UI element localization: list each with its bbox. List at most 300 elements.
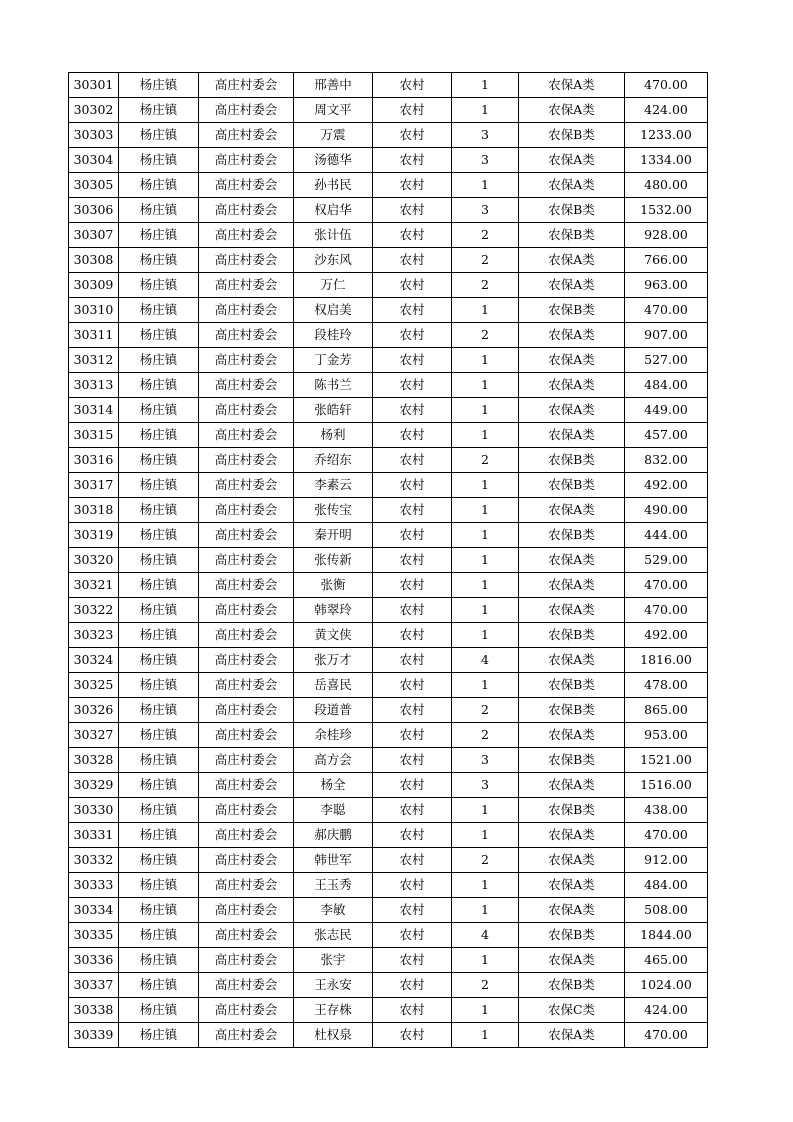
village-cell: 高庄村委会 xyxy=(199,623,294,648)
category-cell: 农保B类 xyxy=(519,448,625,473)
village-cell: 高庄村委会 xyxy=(199,648,294,673)
amount-cell: 470.00 xyxy=(625,1023,708,1048)
household-type-cell: 农村 xyxy=(373,873,452,898)
category-cell: 农保A类 xyxy=(519,323,625,348)
serial-cell: 30331 xyxy=(69,823,119,848)
amount-cell: 470.00 xyxy=(625,298,708,323)
household-type-cell: 农村 xyxy=(373,723,452,748)
serial-cell: 30334 xyxy=(69,898,119,923)
amount-cell: 470.00 xyxy=(625,823,708,848)
village-cell: 高庄村委会 xyxy=(199,123,294,148)
village-cell: 高庄村委会 xyxy=(199,348,294,373)
member-count-cell: 2 xyxy=(452,223,519,248)
amount-cell: 907.00 xyxy=(625,323,708,348)
name-cell: 周文平 xyxy=(294,98,373,123)
village-cell: 高庄村委会 xyxy=(199,448,294,473)
table-row xyxy=(69,948,708,973)
village-cell: 高庄村委会 xyxy=(199,898,294,923)
member-count-cell: 1 xyxy=(452,673,519,698)
village-cell: 高庄村委会 xyxy=(199,373,294,398)
category-cell: 农保B类 xyxy=(519,698,625,723)
category-cell: 农保A类 xyxy=(519,823,625,848)
household-type-cell: 农村 xyxy=(373,323,452,348)
amount-cell: 1816.00 xyxy=(625,648,708,673)
table-row xyxy=(69,773,708,798)
category-cell: 农保A类 xyxy=(519,98,625,123)
table-row xyxy=(69,798,708,823)
table-row xyxy=(69,648,708,673)
name-cell: 段桂玲 xyxy=(294,323,373,348)
town-cell: 杨庄镇 xyxy=(119,323,199,348)
name-cell: 王玉秀 xyxy=(294,873,373,898)
village-cell: 高庄村委会 xyxy=(199,498,294,523)
village-cell: 高庄村委会 xyxy=(199,98,294,123)
amount-cell: 1521.00 xyxy=(625,748,708,773)
member-count-cell: 2 xyxy=(452,248,519,273)
name-cell: 杨利 xyxy=(294,423,373,448)
category-cell: 农保B类 xyxy=(519,973,625,998)
town-cell: 杨庄镇 xyxy=(119,148,199,173)
name-cell: 张传宝 xyxy=(294,498,373,523)
amount-cell: 766.00 xyxy=(625,248,708,273)
village-cell: 高庄村委会 xyxy=(199,198,294,223)
town-cell: 杨庄镇 xyxy=(119,173,199,198)
name-cell: 段道普 xyxy=(294,698,373,723)
category-cell: 农保A类 xyxy=(519,248,625,273)
member-count-cell: 2 xyxy=(452,723,519,748)
table-row xyxy=(69,548,708,573)
household-type-cell: 农村 xyxy=(373,498,452,523)
village-cell: 高庄村委会 xyxy=(199,73,294,98)
household-type-cell: 农村 xyxy=(373,273,452,298)
serial-cell: 30338 xyxy=(69,998,119,1023)
household-type-cell: 农村 xyxy=(373,598,452,623)
household-type-cell: 农村 xyxy=(373,673,452,698)
serial-cell: 30330 xyxy=(69,798,119,823)
household-type-cell: 农村 xyxy=(373,148,452,173)
serial-cell: 30336 xyxy=(69,948,119,973)
town-cell: 杨庄镇 xyxy=(119,98,199,123)
amount-cell: 832.00 xyxy=(625,448,708,473)
category-cell: 农保A类 xyxy=(519,273,625,298)
amount-cell: 1024.00 xyxy=(625,973,708,998)
name-cell: 李敏 xyxy=(294,898,373,923)
amount-cell: 508.00 xyxy=(625,898,708,923)
household-type-cell: 农村 xyxy=(373,898,452,923)
village-cell: 高庄村委会 xyxy=(199,598,294,623)
member-count-cell: 1 xyxy=(452,598,519,623)
serial-cell: 30316 xyxy=(69,448,119,473)
village-cell: 高庄村委会 xyxy=(199,298,294,323)
category-cell: 农保A类 xyxy=(519,848,625,873)
member-count-cell: 3 xyxy=(452,148,519,173)
name-cell: 张计伍 xyxy=(294,223,373,248)
member-count-cell: 1 xyxy=(452,498,519,523)
serial-cell: 30319 xyxy=(69,523,119,548)
table-row xyxy=(69,723,708,748)
member-count-cell: 1 xyxy=(452,898,519,923)
amount-cell: 480.00 xyxy=(625,173,708,198)
member-count-cell: 3 xyxy=(452,123,519,148)
name-cell: 岳喜民 xyxy=(294,673,373,698)
household-type-cell: 农村 xyxy=(373,973,452,998)
household-type-cell: 农村 xyxy=(373,173,452,198)
category-cell: 农保A类 xyxy=(519,723,625,748)
category-cell: 农保B类 xyxy=(519,798,625,823)
member-count-cell: 1 xyxy=(452,473,519,498)
category-cell: 农保B类 xyxy=(519,673,625,698)
amount-cell: 1233.00 xyxy=(625,123,708,148)
village-cell: 高庄村委会 xyxy=(199,523,294,548)
amount-cell: 444.00 xyxy=(625,523,708,548)
serial-cell: 30324 xyxy=(69,648,119,673)
name-cell: 张宇 xyxy=(294,948,373,973)
town-cell: 杨庄镇 xyxy=(119,948,199,973)
amount-cell: 953.00 xyxy=(625,723,708,748)
town-cell: 杨庄镇 xyxy=(119,748,199,773)
member-count-cell: 1 xyxy=(452,573,519,598)
category-cell: 农保A类 xyxy=(519,1023,625,1048)
amount-cell: 492.00 xyxy=(625,473,708,498)
village-cell: 高庄村委会 xyxy=(199,748,294,773)
household-type-cell: 农村 xyxy=(373,573,452,598)
member-count-cell: 3 xyxy=(452,198,519,223)
household-type-cell: 农村 xyxy=(373,348,452,373)
category-cell: 农保B类 xyxy=(519,523,625,548)
town-cell: 杨庄镇 xyxy=(119,448,199,473)
member-count-cell: 2 xyxy=(452,848,519,873)
village-cell: 高庄村委会 xyxy=(199,698,294,723)
village-cell: 高庄村委会 xyxy=(199,248,294,273)
town-cell: 杨庄镇 xyxy=(119,373,199,398)
name-cell: 张志民 xyxy=(294,923,373,948)
table-row xyxy=(69,173,708,198)
name-cell: 权启华 xyxy=(294,198,373,223)
town-cell: 杨庄镇 xyxy=(119,548,199,573)
category-cell: 农保A类 xyxy=(519,598,625,623)
household-type-cell: 农村 xyxy=(373,1023,452,1048)
town-cell: 杨庄镇 xyxy=(119,973,199,998)
table-row xyxy=(69,248,708,273)
name-cell: 万仁 xyxy=(294,273,373,298)
household-type-cell: 农村 xyxy=(373,448,452,473)
town-cell: 杨庄镇 xyxy=(119,123,199,148)
member-count-cell: 1 xyxy=(452,798,519,823)
name-cell: 邢善中 xyxy=(294,73,373,98)
name-cell: 王永安 xyxy=(294,973,373,998)
town-cell: 杨庄镇 xyxy=(119,398,199,423)
town-cell: 杨庄镇 xyxy=(119,273,199,298)
amount-cell: 928.00 xyxy=(625,223,708,248)
household-type-cell: 农村 xyxy=(373,473,452,498)
category-cell: 农保A类 xyxy=(519,948,625,973)
town-cell: 杨庄镇 xyxy=(119,523,199,548)
member-count-cell: 3 xyxy=(452,748,519,773)
household-type-cell: 农村 xyxy=(373,298,452,323)
category-cell: 农保A类 xyxy=(519,73,625,98)
member-count-cell: 2 xyxy=(452,273,519,298)
table-row xyxy=(69,448,708,473)
serial-cell: 30335 xyxy=(69,923,119,948)
table-row xyxy=(69,698,708,723)
household-type-cell: 农村 xyxy=(373,823,452,848)
name-cell: 韩翠玲 xyxy=(294,598,373,623)
town-cell: 杨庄镇 xyxy=(119,623,199,648)
amount-cell: 865.00 xyxy=(625,698,708,723)
amount-cell: 470.00 xyxy=(625,573,708,598)
town-cell: 杨庄镇 xyxy=(119,473,199,498)
table-row xyxy=(69,273,708,298)
town-cell: 杨庄镇 xyxy=(119,848,199,873)
member-count-cell: 2 xyxy=(452,698,519,723)
table-row xyxy=(69,748,708,773)
amount-cell: 527.00 xyxy=(625,348,708,373)
member-count-cell: 1 xyxy=(452,423,519,448)
member-count-cell: 1 xyxy=(452,373,519,398)
household-type-cell: 农村 xyxy=(373,223,452,248)
serial-cell: 30332 xyxy=(69,848,119,873)
household-type-cell: 农村 xyxy=(373,523,452,548)
serial-cell: 30301 xyxy=(69,73,119,98)
name-cell: 李聪 xyxy=(294,798,373,823)
serial-cell: 30307 xyxy=(69,223,119,248)
household-type-cell: 农村 xyxy=(373,548,452,573)
household-type-cell: 农村 xyxy=(373,848,452,873)
category-cell: 农保B类 xyxy=(519,298,625,323)
household-type-cell: 农村 xyxy=(373,748,452,773)
household-type-cell: 农村 xyxy=(373,698,452,723)
household-type-cell: 农村 xyxy=(373,423,452,448)
amount-cell: 465.00 xyxy=(625,948,708,973)
name-cell: 张衡 xyxy=(294,573,373,598)
category-cell: 农保A类 xyxy=(519,173,625,198)
amount-cell: 457.00 xyxy=(625,423,708,448)
amount-cell: 424.00 xyxy=(625,998,708,1023)
name-cell: 汤德华 xyxy=(294,148,373,173)
category-cell: 农保A类 xyxy=(519,898,625,923)
serial-cell: 30337 xyxy=(69,973,119,998)
village-cell: 高庄村委会 xyxy=(199,1023,294,1048)
town-cell: 杨庄镇 xyxy=(119,198,199,223)
table-row xyxy=(69,223,708,248)
table-row xyxy=(69,873,708,898)
serial-cell: 30322 xyxy=(69,598,119,623)
allowance-table xyxy=(68,72,708,1048)
serial-cell: 30309 xyxy=(69,273,119,298)
village-cell: 高庄村委会 xyxy=(199,673,294,698)
village-cell: 高庄村委会 xyxy=(199,423,294,448)
table-row xyxy=(69,73,708,98)
name-cell: 权启美 xyxy=(294,298,373,323)
serial-cell: 30318 xyxy=(69,498,119,523)
name-cell: 万震 xyxy=(294,123,373,148)
amount-cell: 484.00 xyxy=(625,873,708,898)
amount-cell: 484.00 xyxy=(625,373,708,398)
name-cell: 张皓轩 xyxy=(294,398,373,423)
amount-cell: 1516.00 xyxy=(625,773,708,798)
member-count-cell: 1 xyxy=(452,173,519,198)
town-cell: 杨庄镇 xyxy=(119,248,199,273)
category-cell: 农保A类 xyxy=(519,548,625,573)
name-cell: 秦开明 xyxy=(294,523,373,548)
village-cell: 高庄村委会 xyxy=(199,873,294,898)
village-cell: 高庄村委会 xyxy=(199,723,294,748)
amount-cell: 529.00 xyxy=(625,548,708,573)
village-cell: 高庄村委会 xyxy=(199,773,294,798)
village-cell: 高庄村委会 xyxy=(199,398,294,423)
town-cell: 杨庄镇 xyxy=(119,1023,199,1048)
serial-cell: 30308 xyxy=(69,248,119,273)
table-body xyxy=(69,73,708,1048)
amount-cell: 492.00 xyxy=(625,623,708,648)
town-cell: 杨庄镇 xyxy=(119,348,199,373)
table-row xyxy=(69,323,708,348)
amount-cell: 963.00 xyxy=(625,273,708,298)
table-row xyxy=(69,623,708,648)
member-count-cell: 1 xyxy=(452,523,519,548)
table-row xyxy=(69,998,708,1023)
name-cell: 高方会 xyxy=(294,748,373,773)
village-cell: 高庄村委会 xyxy=(199,173,294,198)
category-cell: 农保C类 xyxy=(519,998,625,1023)
table-row xyxy=(69,98,708,123)
table-row xyxy=(69,423,708,448)
name-cell: 杜权泉 xyxy=(294,1023,373,1048)
name-cell: 王存株 xyxy=(294,998,373,1023)
name-cell: 杨全 xyxy=(294,773,373,798)
name-cell: 沙东风 xyxy=(294,248,373,273)
table-row xyxy=(69,1023,708,1048)
town-cell: 杨庄镇 xyxy=(119,723,199,748)
name-cell: 张传新 xyxy=(294,548,373,573)
village-cell: 高庄村委会 xyxy=(199,923,294,948)
amount-cell: 449.00 xyxy=(625,398,708,423)
member-count-cell: 4 xyxy=(452,648,519,673)
serial-cell: 30304 xyxy=(69,148,119,173)
serial-cell: 30312 xyxy=(69,348,119,373)
village-cell: 高庄村委会 xyxy=(199,323,294,348)
amount-cell: 1532.00 xyxy=(625,198,708,223)
table-row xyxy=(69,148,708,173)
household-type-cell: 农村 xyxy=(373,98,452,123)
member-count-cell: 1 xyxy=(452,623,519,648)
household-type-cell: 农村 xyxy=(373,948,452,973)
amount-cell: 424.00 xyxy=(625,98,708,123)
village-cell: 高庄村委会 xyxy=(199,548,294,573)
name-cell: 孙书民 xyxy=(294,173,373,198)
serial-cell: 30339 xyxy=(69,1023,119,1048)
category-cell: 农保A类 xyxy=(519,148,625,173)
name-cell: 黄文侠 xyxy=(294,623,373,648)
table-row xyxy=(69,398,708,423)
member-count-cell: 1 xyxy=(452,873,519,898)
category-cell: 农保B类 xyxy=(519,223,625,248)
serial-cell: 30325 xyxy=(69,673,119,698)
serial-cell: 30303 xyxy=(69,123,119,148)
town-cell: 杨庄镇 xyxy=(119,573,199,598)
household-type-cell: 农村 xyxy=(373,123,452,148)
village-cell: 高庄村委会 xyxy=(199,473,294,498)
member-count-cell: 2 xyxy=(452,323,519,348)
town-cell: 杨庄镇 xyxy=(119,223,199,248)
serial-cell: 30333 xyxy=(69,873,119,898)
table-row xyxy=(69,473,708,498)
name-cell: 张万才 xyxy=(294,648,373,673)
table-row xyxy=(69,573,708,598)
household-type-cell: 农村 xyxy=(373,373,452,398)
member-count-cell: 1 xyxy=(452,1023,519,1048)
serial-cell: 30310 xyxy=(69,298,119,323)
category-cell: 农保A类 xyxy=(519,373,625,398)
member-count-cell: 1 xyxy=(452,548,519,573)
table-row xyxy=(69,523,708,548)
serial-cell: 30302 xyxy=(69,98,119,123)
category-cell: 农保B类 xyxy=(519,123,625,148)
village-cell: 高庄村委会 xyxy=(199,823,294,848)
member-count-cell: 1 xyxy=(452,73,519,98)
table-row xyxy=(69,123,708,148)
category-cell: 农保A类 xyxy=(519,648,625,673)
amount-cell: 470.00 xyxy=(625,73,708,98)
town-cell: 杨庄镇 xyxy=(119,773,199,798)
member-count-cell: 4 xyxy=(452,923,519,948)
village-cell: 高庄村委会 xyxy=(199,273,294,298)
member-count-cell: 1 xyxy=(452,398,519,423)
village-cell: 高庄村委会 xyxy=(199,223,294,248)
member-count-cell: 3 xyxy=(452,773,519,798)
category-cell: 农保A类 xyxy=(519,573,625,598)
table-row xyxy=(69,598,708,623)
name-cell: 李素云 xyxy=(294,473,373,498)
table-row xyxy=(69,348,708,373)
table-row xyxy=(69,298,708,323)
table-row xyxy=(69,848,708,873)
household-type-cell: 农村 xyxy=(373,623,452,648)
town-cell: 杨庄镇 xyxy=(119,598,199,623)
name-cell: 丁金芳 xyxy=(294,348,373,373)
name-cell: 陈书兰 xyxy=(294,373,373,398)
category-cell: 农保A类 xyxy=(519,423,625,448)
town-cell: 杨庄镇 xyxy=(119,673,199,698)
member-count-cell: 1 xyxy=(452,823,519,848)
category-cell: 农保B类 xyxy=(519,473,625,498)
village-cell: 高庄村委会 xyxy=(199,973,294,998)
town-cell: 杨庄镇 xyxy=(119,298,199,323)
household-type-cell: 农村 xyxy=(373,773,452,798)
serial-cell: 30314 xyxy=(69,398,119,423)
category-cell: 农保A类 xyxy=(519,873,625,898)
amount-cell: 1334.00 xyxy=(625,148,708,173)
household-type-cell: 农村 xyxy=(373,998,452,1023)
town-cell: 杨庄镇 xyxy=(119,873,199,898)
town-cell: 杨庄镇 xyxy=(119,823,199,848)
amount-cell: 470.00 xyxy=(625,598,708,623)
category-cell: 农保B类 xyxy=(519,198,625,223)
village-cell: 高庄村委会 xyxy=(199,798,294,823)
town-cell: 杨庄镇 xyxy=(119,898,199,923)
member-count-cell: 1 xyxy=(452,98,519,123)
member-count-cell: 1 xyxy=(452,348,519,373)
town-cell: 杨庄镇 xyxy=(119,698,199,723)
village-cell: 高庄村委会 xyxy=(199,848,294,873)
village-cell: 高庄村委会 xyxy=(199,148,294,173)
household-type-cell: 农村 xyxy=(373,198,452,223)
serial-cell: 30320 xyxy=(69,548,119,573)
name-cell: 郝庆鹏 xyxy=(294,823,373,848)
serial-cell: 30306 xyxy=(69,198,119,223)
amount-cell: 438.00 xyxy=(625,798,708,823)
town-cell: 杨庄镇 xyxy=(119,498,199,523)
